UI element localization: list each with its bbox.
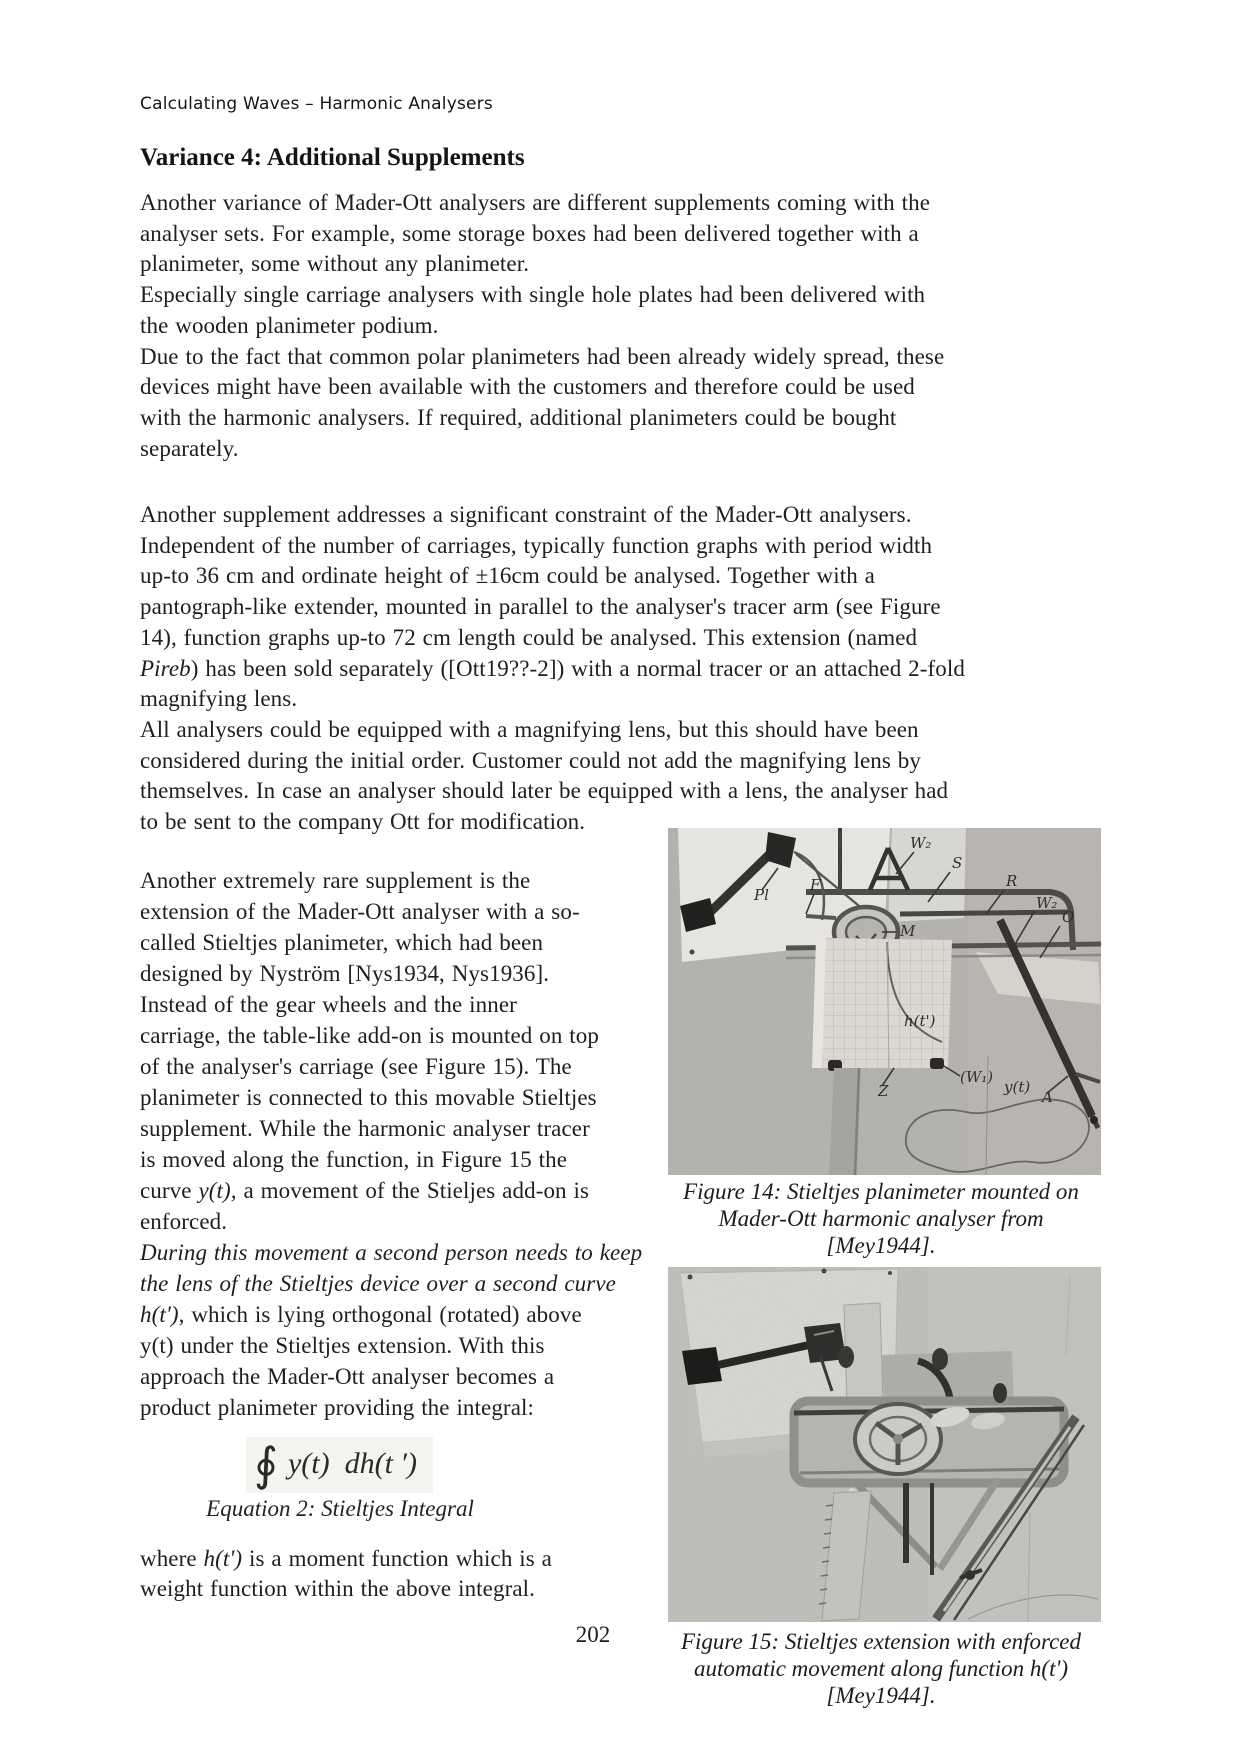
text-line: Due to the fact that common polar planimeters had been already widely spread, these [140, 343, 945, 369]
photo-grain [668, 828, 1101, 1175]
text-line: automatic movement along function h(t') [693, 1656, 1069, 1681]
text-line: Especially single carriage analysers with single hole plates had been delivered with [140, 282, 926, 308]
label-y-t: y(t) [1004, 1078, 1031, 1096]
text-line: planimeter, some without any planimeter. [140, 251, 530, 277]
text-line: weight function within the above integral. [140, 1576, 535, 1601]
text-line: to be sent to the company Ott for modification. [140, 809, 586, 835]
figure-14-caption [646, 1178, 1116, 1259]
text-line: magnifying lens. [140, 686, 298, 712]
text-line: analyser sets. For example, some storage boxes had been delivered together with a [140, 220, 919, 246]
text-line: [Mey1944]. [826, 1683, 936, 1708]
figure-15-caption [646, 1628, 1116, 1709]
text-line: Another extremely rare supplement is the [140, 868, 531, 893]
text-line: devices might have been available with the customers and therefore could be used [140, 374, 915, 400]
text-line: separately. [140, 435, 239, 461]
text-line: Mader-Ott harmonic analyser from [718, 1206, 1044, 1231]
text-line: Figure 14: Stieltjes planimeter mounted on [683, 1179, 1079, 1204]
text-line: themselves. In case an analyser should later be equipped with a lens, the analyser had [140, 778, 949, 804]
page-number: 202 [575, 1622, 611, 1647]
text-line: called Stieltjes planimeter, which had been [140, 930, 544, 955]
contour-integral-symbol: ∮ [254, 1437, 278, 1491]
label-r: R [1006, 872, 1018, 890]
text-line: carriage, the table-like add-on is mounted on top [140, 1023, 599, 1048]
left-column-text [140, 865, 643, 1423]
text-line: Another variance of Mader-Ott analysers are different supplements coming with the [140, 190, 931, 215]
stieltjes-integral-equation [246, 1437, 433, 1493]
text-line: up-to 36 cm and ordinate height of ±16cm could be analysed. Together with a [140, 563, 875, 589]
paragraph-supplements [140, 188, 1120, 464]
text-line: product planimeter providing the integral: [140, 1395, 534, 1420]
text-line: where h(t') is a moment function which is a [140, 1546, 552, 1571]
label-w1: (W₁) [960, 1068, 994, 1086]
text-line: is moved along the function, in Figure 15 the [140, 1147, 568, 1172]
text-line: approach the Mader-Ott analyser becomes a [140, 1364, 555, 1389]
text-line: 14), function graphs up-to 72 cm length could be analysed. This extension (named [140, 624, 918, 650]
figure-14-photo [668, 828, 1101, 1175]
text-line: Figure 15: Stieltjes extension with enforced [680, 1629, 1082, 1654]
label-pl: Pl [754, 886, 769, 904]
label-f: F [810, 876, 821, 894]
text-line: Another supplement addresses a significant constraint of the Mader-Ott analysers. [140, 502, 912, 527]
text-line: the lens of the Stieltjes device over a second curve [140, 1271, 616, 1296]
label-o: O [1062, 908, 1075, 926]
label-a: A [1042, 1088, 1053, 1106]
equation-caption: Equation 2: Stieltjes Integral [206, 1496, 474, 1521]
text-line: Pireb) has been sold separately ([Ott19??-2]) with a normal tracer or an attached 2-fold [140, 655, 965, 681]
figure-15-photo [668, 1267, 1101, 1622]
label-m: M [900, 922, 916, 940]
running-header: Calculating Waves – Harmonic Analysers [140, 94, 493, 114]
text-line: considered during the initial order. Customer could not add the magnifying lens by [140, 747, 921, 773]
text-line: enforced. [140, 1209, 228, 1234]
text-line: extension of the Mader-Ott analyser with a so- [140, 899, 580, 924]
analyser-photo-with-stieltjes-planimeter [668, 828, 1101, 1175]
text-line: h(t'), which is lying orthogonal (rotated) above [140, 1302, 582, 1327]
text-line: curve y(t), a movement of the Stieljes add-on is [140, 1178, 590, 1203]
text-line: During this movement a second person needs to keep [140, 1240, 643, 1265]
text-line: Independent of the number of carriages, typically function graphs with period width [140, 532, 933, 558]
text-line: of the analyser's carriage (see Figure 15). The [140, 1054, 572, 1079]
paragraph-where [140, 1544, 640, 1604]
text-line: planimeter is connected to this movable Stieltjes [140, 1085, 597, 1110]
text-line: pantograph-like extender, mounted in parallel to the analyser's tracer arm (see Figure [140, 594, 941, 620]
photo-grain [668, 1267, 1101, 1622]
label-h-t: h(t') [904, 1012, 936, 1030]
section-heading: Variance 4: Additional Supplements [140, 144, 525, 171]
label-w2-top: W₂ [910, 834, 932, 852]
stieltjes-extension-photo [668, 1267, 1101, 1622]
text-line: All analysers could be equipped with a magnifying lens, but this should have been [140, 716, 919, 742]
text-line: [Mey1944]. [826, 1233, 936, 1258]
text-line: designed by Nyström [Nys1934, Nys1936]. [140, 961, 550, 986]
text-line: with the harmonic analysers. If required, additional planimeters could be bought [140, 404, 897, 430]
label-w2-right: W₂ [1036, 894, 1058, 912]
paragraph-extender [140, 500, 1120, 838]
label-s: S [952, 854, 963, 872]
text-line: the wooden planimeter podium. [140, 312, 439, 338]
label-z: Z [878, 1082, 889, 1100]
text-line: supplement. While the harmonic analyser tracer [140, 1116, 590, 1141]
text-line: Instead of the gear wheels and the inner [140, 992, 517, 1017]
text-line: y(t) under the Stieltjes extension. With this [140, 1333, 545, 1358]
equation-expression: y(t) dh(t ′) [287, 1447, 417, 1480]
